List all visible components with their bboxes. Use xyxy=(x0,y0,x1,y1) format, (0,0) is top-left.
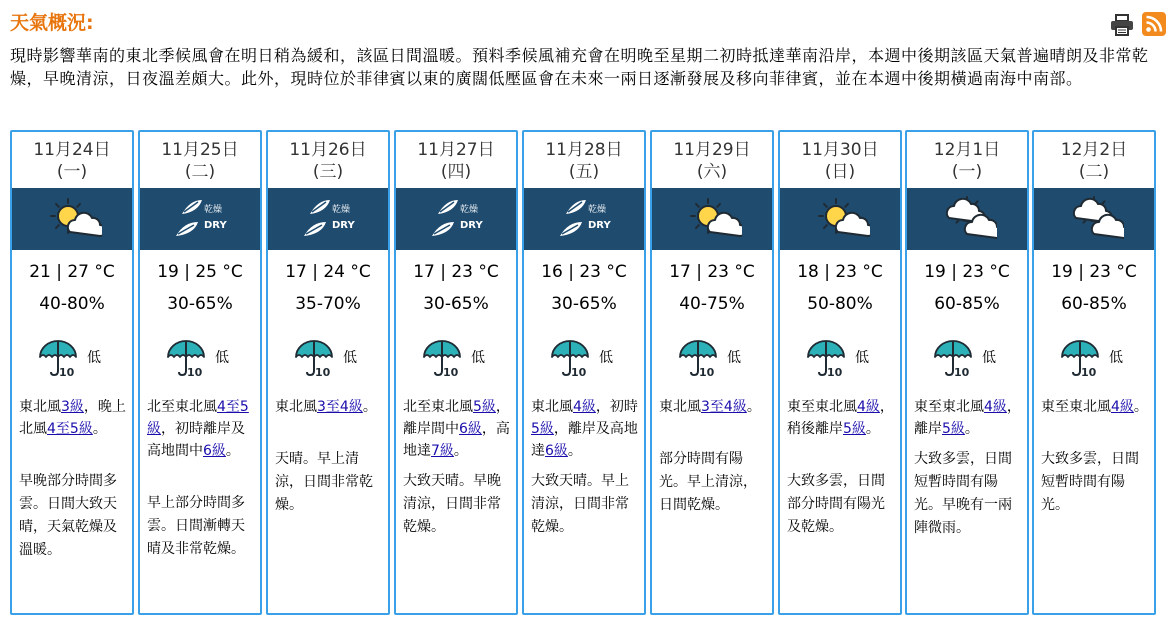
forecast-date-label: 12月1日 xyxy=(933,140,1001,160)
wind-force-link[interactable]: 7級 xyxy=(431,443,454,459)
wind-forecast xyxy=(19,396,129,440)
dry-icon xyxy=(426,192,486,246)
wind-force-link[interactable]: 5級 xyxy=(473,399,496,415)
forecast-date xyxy=(268,139,388,183)
wind-force-link[interactable]: 4級 xyxy=(573,399,596,415)
uv-umbrella-icon xyxy=(933,337,977,377)
sunny-intervals-icon xyxy=(1064,192,1124,246)
wind-text: 。 xyxy=(453,443,468,459)
forecast-weekday: (二) xyxy=(184,162,216,182)
wind-forecast xyxy=(147,396,257,462)
forecast-day-card xyxy=(905,130,1029,615)
forecast-weekday: (五) xyxy=(568,162,600,182)
wind-text: 東至東北風 xyxy=(1041,399,1111,415)
forecast-date-label: 11月24日 xyxy=(33,140,111,160)
wind-text: 。 xyxy=(746,399,761,415)
forecast-day-card xyxy=(778,130,902,615)
temperature-range: 19 | 23 °C xyxy=(1051,262,1137,282)
temperature-range: 18 | 23 °C xyxy=(797,262,883,282)
forecast-day-card xyxy=(1032,130,1156,615)
temperature-range: 19 | 23 °C xyxy=(924,262,1010,282)
wind-forecast xyxy=(1041,396,1151,418)
uv-umbrella-icon xyxy=(166,337,210,377)
temperature-range: 17 | 24 °C xyxy=(285,262,371,282)
forecast-date xyxy=(1034,139,1154,183)
uv-level-label: 低 xyxy=(727,350,741,366)
dry-label-en: DRY xyxy=(204,220,227,231)
weather-description: 早上部分時間多雲。日間漸轉天晴及非常乾燥。 xyxy=(147,495,245,557)
forecast-day-card xyxy=(394,130,518,615)
forecast-day-card xyxy=(138,130,262,615)
forecast-weekday: (一) xyxy=(56,162,88,182)
wind-text: ，高地達 xyxy=(403,421,510,459)
printer-icon[interactable] xyxy=(1110,14,1134,36)
sunny-intervals-icon xyxy=(937,192,997,246)
svg-text:10: 10 xyxy=(571,366,587,377)
humidity-range: 60-85% xyxy=(1061,294,1127,314)
forecast-date-label: 11月25日 xyxy=(161,140,239,160)
forecast-weekday: (六) xyxy=(696,162,728,182)
wind-text: 東北風 xyxy=(531,399,573,415)
forecast-days xyxy=(10,130,1170,615)
wind-text: 東北風 xyxy=(19,399,61,415)
sunny-periods-icon xyxy=(42,192,102,246)
uv-umbrella-icon xyxy=(422,337,466,377)
temperature-range: 17 | 23 °C xyxy=(413,262,499,282)
humidity-range: 30-65% xyxy=(167,294,233,314)
svg-text:10: 10 xyxy=(59,366,75,377)
forecast-date xyxy=(12,139,132,183)
wind-text: 東北風 xyxy=(659,399,701,415)
wind-text: ，離岸 xyxy=(914,399,1021,437)
weather-icon-band xyxy=(268,188,388,250)
wind-text: 。 xyxy=(865,421,880,437)
svg-text:10: 10 xyxy=(1081,366,1097,377)
weather-icon-band xyxy=(780,188,900,250)
forecast-date xyxy=(396,139,516,183)
uv-level-label: 低 xyxy=(471,350,485,366)
wind-forecast xyxy=(914,396,1024,440)
temperature-range: 16 | 23 °C xyxy=(541,262,627,282)
wind-text: 東至東北風 xyxy=(914,399,984,415)
dry-label-en: DRY xyxy=(332,220,355,231)
wind-text: 。 xyxy=(964,421,979,437)
wind-forecast xyxy=(787,396,897,440)
page-title: 天氣概況: xyxy=(10,12,94,34)
wind-text: 北至東北風 xyxy=(403,399,473,415)
forecast-weekday: (日) xyxy=(824,162,856,182)
wind-text: 。 xyxy=(1133,399,1148,415)
dry-icon xyxy=(170,192,230,246)
uv-level-label: 低 xyxy=(1109,350,1123,366)
forecast-weekday: (二) xyxy=(1078,162,1110,182)
wind-force-link[interactable]: 6級 xyxy=(545,443,568,459)
dry-label-en: DRY xyxy=(460,220,483,231)
weather-icon-band xyxy=(12,188,132,250)
uv-level-label: 低 xyxy=(855,350,869,366)
wind-force-link[interactable]: 4級 xyxy=(857,399,880,415)
weather-description: 早晚部分時間多雲。日間大致天晴，天氣乾燥及溫暖。 xyxy=(19,473,117,558)
wind-force-link[interactable]: 3級 xyxy=(61,399,84,415)
humidity-range: 35-70% xyxy=(295,294,361,314)
forecast-weekday: (三) xyxy=(312,162,344,182)
wind-text: 。 xyxy=(567,443,582,459)
wind-text: ，稍後離岸 xyxy=(787,399,894,437)
uv-level-label: 低 xyxy=(215,350,229,366)
wind-text: ，離岸間中 xyxy=(403,399,510,437)
weather-icon-band xyxy=(652,188,772,250)
dry-label: 乾燥 xyxy=(204,205,223,215)
humidity-range: 40-75% xyxy=(679,294,745,314)
svg-text:10: 10 xyxy=(827,366,843,377)
wind-force-link[interactable]: 6級 xyxy=(203,443,226,459)
wind-force-link[interactable]: 4至5級 xyxy=(147,399,249,437)
wind-forecast xyxy=(275,396,385,418)
wind-text: ，初時離岸及高地間中 xyxy=(147,421,245,459)
wind-text: ，離岸及高地達 xyxy=(531,421,638,459)
weather-icon-band xyxy=(524,188,644,250)
weather-description: 大致多雲，日間短暫時間有陽光。早晚有一兩陣微雨。 xyxy=(914,451,1012,536)
wind-force-link[interactable]: 4級 xyxy=(1111,399,1134,415)
weather-description: 部分時間有陽光。早上清涼，日間乾燥。 xyxy=(659,451,757,513)
forecast-date-label: 11月30日 xyxy=(801,140,879,160)
uv-umbrella-icon xyxy=(806,337,850,377)
weather-description: 大致多雲，日間部分時間有陽光及乾燥。 xyxy=(787,473,885,535)
wind-text: ，晚上北風 xyxy=(19,399,126,437)
forecast-date-label: 11月26日 xyxy=(289,140,367,160)
wind-forecast xyxy=(403,396,513,462)
wind-text: 北至東北風 xyxy=(147,399,217,415)
weather-icon-band xyxy=(396,188,516,250)
forecast-date-label: 11月27日 xyxy=(417,140,495,160)
weather-icon-band xyxy=(907,188,1027,250)
wind-force-link[interactable]: 5級 xyxy=(843,421,866,437)
wind-force-link[interactable]: 4至5級 xyxy=(47,421,93,437)
dry-label: 乾燥 xyxy=(332,205,351,215)
wind-text: ，初時 xyxy=(595,399,638,415)
wind-text: 。 xyxy=(92,421,107,437)
humidity-range: 40-80% xyxy=(39,294,105,314)
forecast-day-card xyxy=(522,130,646,615)
forecast-day-card xyxy=(650,130,774,615)
sunny-periods-icon xyxy=(810,192,870,246)
forecast-date xyxy=(907,139,1027,183)
forecast-date-label: 11月28日 xyxy=(545,140,623,160)
temperature-range: 19 | 25 °C xyxy=(157,262,243,282)
uv-umbrella-icon xyxy=(38,337,82,377)
wind-force-link[interactable]: 6級 xyxy=(459,421,482,437)
svg-text:10: 10 xyxy=(187,366,203,377)
humidity-range: 30-65% xyxy=(551,294,617,314)
forecast-date-label: 12月2日 xyxy=(1060,140,1128,160)
humidity-range: 60-85% xyxy=(934,294,1000,314)
wind-text: 東北風 xyxy=(275,399,317,415)
uv-level-label: 低 xyxy=(343,350,357,366)
temperature-range: 17 | 23 °C xyxy=(669,262,755,282)
wind-forecast xyxy=(531,396,641,462)
forecast-date xyxy=(524,139,644,183)
forecast-date-label: 11月29日 xyxy=(673,140,751,160)
uv-level-label: 低 xyxy=(87,350,101,366)
wind-force-link[interactable]: 5級 xyxy=(531,421,554,437)
wind-force-link[interactable]: 3至4級 xyxy=(701,399,747,415)
rss-icon[interactable] xyxy=(1142,12,1166,36)
humidity-range: 50-80% xyxy=(807,294,873,314)
temperature-range: 21 | 27 °C xyxy=(29,262,115,282)
weather-summary: 現時影響華南的東北季候風會在明日稍為緩和，該區日間溫暖。預料季候風補充會在明晚至星期二初時抵達華南沿岸，本週中後期該區天氣普遍晴朗及非常乾燥，早晚清涼，日夜溫差頗大。此外，現時位於菲律賓以東的廣闊低壓區會在未來一兩日逐漸發展及移向菲律賓，並在本週中後期橫過南海中南部。 xyxy=(10,46,1149,88)
uv-umbrella-icon xyxy=(1060,337,1104,377)
forecast-day-card xyxy=(266,130,390,615)
svg-text:10: 10 xyxy=(315,366,331,377)
dry-label-en: DRY xyxy=(588,220,611,231)
dry-icon xyxy=(298,192,358,246)
uv-umbrella-icon xyxy=(294,337,338,377)
svg-text:10: 10 xyxy=(954,366,970,377)
forecast-weekday: (一) xyxy=(951,162,983,182)
humidity-range: 30-65% xyxy=(423,294,489,314)
weather-description: 大致天晴。早晚清涼，日間非常乾燥。 xyxy=(403,473,501,535)
forecast-date xyxy=(652,139,772,183)
wind-text: 。 xyxy=(362,399,377,415)
uv-level-label: 低 xyxy=(982,350,996,366)
weather-description: 大致多雲，日間短暫時間有陽光。 xyxy=(1041,451,1139,513)
uv-umbrella-icon xyxy=(550,337,594,377)
weather-description: 天晴。早上清涼，日間非常乾燥。 xyxy=(275,451,373,513)
dry-label: 乾燥 xyxy=(460,205,479,215)
wind-text: 東至東北風 xyxy=(787,399,857,415)
weather-description: 大致天晴。早上清涼，日間非常乾燥。 xyxy=(531,473,629,535)
wind-force-link[interactable]: 3至4級 xyxy=(317,399,363,415)
forecast-weekday: (四) xyxy=(440,162,472,182)
svg-text:10: 10 xyxy=(443,366,459,377)
uv-umbrella-icon xyxy=(678,337,722,377)
dry-label: 乾燥 xyxy=(588,205,607,215)
uv-level-label: 低 xyxy=(599,350,613,366)
dry-icon xyxy=(554,192,614,246)
wind-force-link[interactable]: 5級 xyxy=(942,421,965,437)
forecast-day-card xyxy=(10,130,134,615)
weather-icon-band xyxy=(1034,188,1154,250)
svg-text:10: 10 xyxy=(699,366,715,377)
wind-forecast xyxy=(659,396,769,418)
forecast-date xyxy=(140,139,260,183)
wind-text: 。 xyxy=(225,443,240,459)
wind-force-link[interactable]: 4級 xyxy=(984,399,1007,415)
sunny-periods-icon xyxy=(682,192,742,246)
weather-icon-band xyxy=(140,188,260,250)
forecast-date xyxy=(780,139,900,183)
